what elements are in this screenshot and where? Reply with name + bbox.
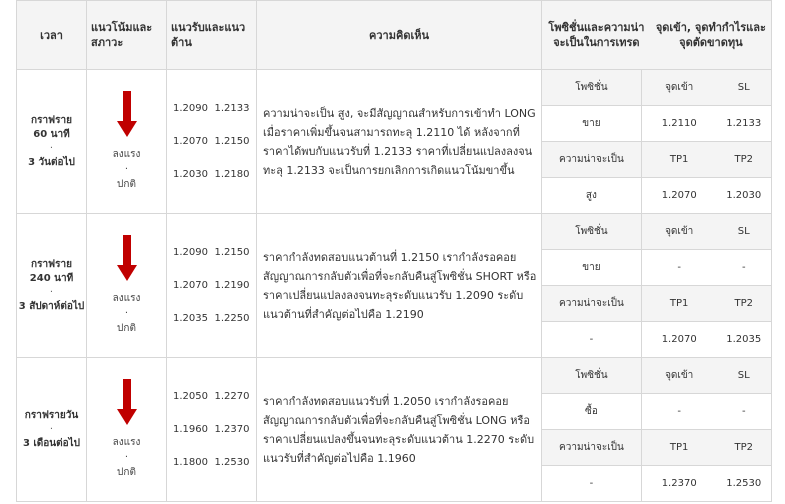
comment-cell: ราคากำลังทดสอบแนวต้านที่ 1.2150 เรากำลังรอคอยสัญญาณการกลับตัวเพื่อที่จะกลับคืนสู่โพซิชั่น SHORT หรือราคาเปลี่ยนแปลงลงจนทะลุระดับแนวรับ 1.2090 ระดับแนวต้านที่สำคัญต่อไปคือ 1.2190 — [257, 214, 542, 358]
timeframe-label-a: กราฟราย — [31, 114, 72, 126]
tp2-label: TP2 — [717, 286, 771, 322]
support-level: 1.1960 — [173, 423, 208, 435]
probability-value-row — [542, 466, 771, 502]
tp2-value: 1.2530 — [726, 478, 762, 489]
tp1-value: 1.2070 — [661, 334, 697, 345]
sl-value: - — [717, 394, 771, 430]
position-value-row — [542, 394, 771, 430]
level-row — [167, 413, 256, 446]
resistance-level: 1.2150 — [214, 135, 250, 147]
down-arrow-icon — [117, 91, 137, 139]
entry-value: - — [641, 250, 716, 286]
entry-label: จุดเข้า — [641, 214, 716, 250]
sl-value: - — [717, 250, 771, 286]
position-value: ขาย — [542, 250, 641, 286]
tp1-label: TP1 — [641, 142, 716, 178]
level-row — [167, 446, 256, 479]
tp2-value: 1.2035 — [726, 334, 762, 345]
entry-label: จุดเข้า — [641, 70, 716, 106]
position-table — [542, 214, 771, 357]
probability-value: สูง — [542, 178, 641, 214]
position-label: โพซิชั่น — [542, 214, 641, 250]
position-label-row — [542, 70, 771, 106]
level-row — [167, 302, 256, 335]
tp1-label: TP1 — [641, 286, 716, 322]
header-trend: แนวโน้มและสภาวะ — [87, 1, 167, 70]
level-row — [167, 269, 256, 302]
trend-condition: ปกติ — [117, 179, 136, 190]
levels-cell — [167, 70, 257, 214]
timeframe-cell — [17, 358, 87, 502]
trend-strength: ลงแรง — [112, 293, 141, 304]
support-level: 1.2070 — [173, 135, 208, 147]
position-value-row — [542, 106, 771, 142]
timeframe-cell — [17, 214, 87, 358]
resistance-level: 1.2530 — [214, 456, 250, 468]
table-row — [17, 70, 772, 214]
tp2-label: TP2 — [717, 142, 771, 178]
trend-separator: · — [124, 164, 129, 175]
sl-label: SL — [717, 70, 771, 106]
tp1-value: 1.2370 — [661, 478, 697, 489]
support-level: 1.2070 — [173, 279, 208, 291]
tp1-label: TP1 — [641, 430, 716, 466]
timeframe-separator: · — [49, 423, 54, 435]
resistance-level: 1.2370 — [214, 423, 250, 435]
timeframe-horizon: 3 เดือนต่อไป — [22, 437, 81, 449]
header-comment: ความคิดเห็น — [257, 1, 542, 70]
resistance-level: 1.2270 — [214, 390, 250, 402]
table-row — [17, 214, 772, 358]
comment-cell: ราคากำลังทดสอบแนวรับที่ 1.2050 เรากำลังรอคอยสัญญาณการกลับตัวเพื่อที่จะกลับคืนสู่โพซิชั่น LONG หรือราคาเปลี่ยนแปลงขึ้นจนทะลุระดับแนวต้าน 1.2270 ระดับแนวรับที่สำคัญต่อไปคือ 1.1960 — [257, 358, 542, 502]
probability-label-row — [542, 286, 771, 322]
forecast-table — [16, 0, 772, 502]
timeframe-separator: · — [49, 142, 54, 154]
trend-cell — [87, 214, 167, 358]
sl-label: SL — [717, 358, 771, 394]
level-row — [167, 236, 256, 269]
tp2-value: 1.2030 — [726, 190, 762, 201]
support-level: 1.2050 — [173, 390, 208, 402]
support-level: 1.2030 — [173, 168, 208, 180]
header-levels: แนวรับและแนวต้าน — [167, 1, 257, 70]
entry-value: - — [641, 394, 716, 430]
levels-cell — [167, 358, 257, 502]
level-row — [167, 158, 256, 191]
sl-value: 1.2133 — [717, 106, 771, 142]
levels-cell — [167, 214, 257, 358]
trend-separator: · — [124, 308, 129, 319]
timeframe-label-b: 240 นาที — [29, 272, 74, 284]
comment-cell: ความน่าจะเป็น สูง, จะมีสัญญาณสำหรับการเข้าทำ LONG เมื่อราคาเพิ่มขึ้นจนสามารถทะลุ 1.2110 ได้ หลังจากที่ราคาได้พบกับแนวรับที่ 1.2133 ราคาที่เปลี่ยนแปลงลงจนทะลุ 1.2133 จะเป็นการยกเลิกการเกิดแนวโน้มขาขึ้น — [257, 70, 542, 214]
timeframe-label-a: กราฟรายวัน — [24, 409, 79, 421]
resistance-level: 1.2180 — [214, 168, 250, 180]
table-row — [17, 358, 772, 502]
header-position-targets — [542, 1, 772, 70]
position-table — [542, 70, 771, 213]
header-position: โพซิชั่นและความน่าจะเป็นในการเทรด — [548, 21, 645, 49]
trend-condition: ปกติ — [117, 467, 136, 478]
position-label: โพซิชั่น — [542, 358, 641, 394]
trend-separator: · — [124, 452, 129, 463]
position-label-row — [542, 358, 771, 394]
probability-value-row — [542, 178, 771, 214]
support-level: 1.2090 — [173, 246, 208, 258]
entry-value: 1.2110 — [641, 106, 716, 142]
forecast-table-container — [16, 0, 771, 502]
position-label: โพซิชั่น — [542, 70, 641, 106]
support-level: 1.1800 — [173, 456, 208, 468]
resistance-level: 1.2133 — [214, 102, 250, 114]
position-value: ซื้อ — [542, 394, 641, 430]
sl-label: SL — [717, 214, 771, 250]
position-table — [542, 358, 771, 501]
header-time: เวลา — [17, 1, 87, 70]
entry-label: จุดเข้า — [641, 358, 716, 394]
trend-cell — [87, 70, 167, 214]
trend-cell — [87, 358, 167, 502]
level-row — [167, 92, 256, 125]
level-row — [167, 125, 256, 158]
probability-label-row — [542, 430, 771, 466]
probability-label: ความน่าจะเป็น — [542, 430, 641, 466]
level-row — [167, 380, 256, 413]
down-arrow-icon — [117, 379, 137, 427]
down-arrow-icon — [117, 235, 137, 283]
timeframe-cell — [17, 70, 87, 214]
probability-value: - — [542, 466, 641, 502]
probability-label-row — [542, 142, 771, 178]
timeframe-horizon: 3 สัปดาห์ต่อไป — [18, 300, 85, 312]
timeframe-horizon: 3 วันต่อไป — [28, 156, 75, 168]
position-cell — [542, 70, 772, 214]
tp2-label: TP2 — [717, 430, 771, 466]
trend-strength: ลงแรง — [112, 437, 141, 448]
position-label-row — [542, 214, 771, 250]
resistance-level: 1.2250 — [214, 312, 250, 324]
probability-value: - — [542, 322, 641, 358]
position-cell — [542, 214, 772, 358]
support-level: 1.2035 — [173, 312, 208, 324]
position-value-row — [542, 250, 771, 286]
table-header-row — [17, 1, 772, 70]
probability-label: ความน่าจะเป็น — [542, 286, 641, 322]
timeframe-separator: · — [49, 286, 54, 298]
position-value: ขาย — [542, 106, 641, 142]
resistance-level: 1.2150 — [214, 246, 250, 258]
probability-value-row — [542, 322, 771, 358]
resistance-level: 1.2190 — [214, 279, 250, 291]
support-level: 1.2090 — [173, 102, 208, 114]
probability-label: ความน่าจะเป็น — [542, 142, 641, 178]
timeframe-label-b: 60 นาที — [33, 128, 70, 140]
timeframe-label-a: กราฟราย — [31, 258, 72, 270]
position-cell — [542, 358, 772, 502]
tp1-value: 1.2070 — [661, 190, 697, 201]
trend-condition: ปกติ — [117, 323, 136, 334]
trend-strength: ลงแรง — [112, 149, 141, 160]
header-targets: จุดเข้า, จุดทำกำไรและจุดตัดขาดทุน — [655, 21, 766, 49]
